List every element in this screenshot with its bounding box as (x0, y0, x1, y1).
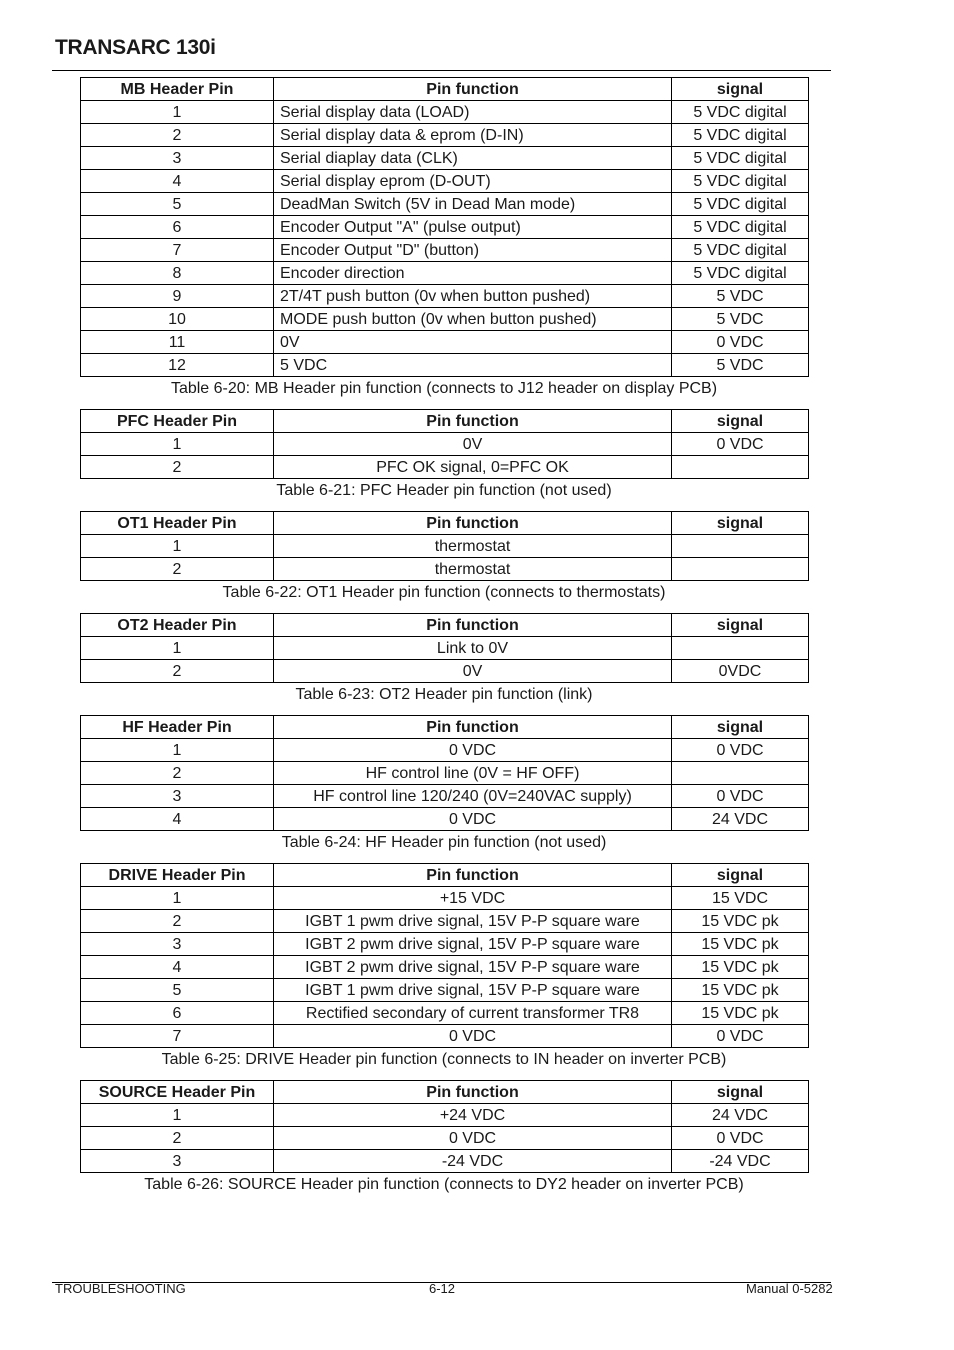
pin-function-cell: Serial display eprom (D-OUT) (274, 170, 672, 193)
pin-tables-container (80, 77, 808, 1205)
pin-number-cell: 12 (81, 354, 274, 377)
pin-table (80, 77, 809, 377)
signal-column: signal (672, 410, 809, 433)
pin-function-cell: HF control line (0V = HF OFF) (274, 762, 672, 785)
pin-function-cell: 0 VDC (274, 1127, 672, 1150)
table-row (81, 331, 809, 354)
pin-number-cell: 6 (81, 1002, 274, 1025)
table-row (81, 808, 809, 831)
signal-cell: 5 VDC digital (672, 239, 809, 262)
pin-table (80, 511, 809, 581)
pin-number-cell: 1 (81, 535, 274, 558)
header-pin-column: OT1 Header Pin (81, 512, 274, 535)
table-caption: Table 6-22: OT1 Header pin function (connects to thermostats) (222, 584, 666, 601)
signal-cell (672, 762, 809, 785)
signal-column: signal (672, 716, 809, 739)
pin-table (80, 863, 809, 1048)
signal-cell: 15 VDC pk (672, 933, 809, 956)
signal-column: signal (672, 78, 809, 101)
signal-cell: -24 VDC (672, 1150, 809, 1173)
table-caption: Table 6-25: DRIVE Header pin function (connects to IN header on inverter PCB) (161, 1051, 727, 1068)
table-row (81, 456, 809, 479)
table-header-row (81, 614, 809, 637)
pin-number-cell: 1 (81, 739, 274, 762)
signal-column: signal (672, 512, 809, 535)
table-header-row (81, 78, 809, 101)
pin-function-cell: 2T/4T push button (0v when button pushed) (274, 285, 672, 308)
footer-page-number: 6-12 (429, 1281, 456, 1296)
table-caption: Table 6-26: SOURCE Header pin function (connects to DY2 header on inverter PCB) (144, 1176, 744, 1193)
signal-cell: 15 VDC pk (672, 910, 809, 933)
pin-number-cell: 11 (81, 331, 274, 354)
pin-function-cell: Link to 0V (274, 637, 672, 660)
pin-number-cell: 3 (81, 785, 274, 808)
pin-number-cell: 10 (81, 308, 274, 331)
pin-function-cell: Encoder direction (274, 262, 672, 285)
signal-cell: 15 VDC pk (672, 979, 809, 1002)
header-pin-column: MB Header Pin (81, 78, 274, 101)
pin-function-cell: 0V (274, 331, 672, 354)
signal-column: signal (672, 1081, 809, 1104)
pin-function-cell: 0 VDC (274, 739, 672, 762)
signal-cell: 5 VDC (672, 285, 809, 308)
table-row (81, 193, 809, 216)
signal-cell: 0VDC (672, 660, 809, 683)
pin-function-cell: Serial display data & eprom (D-IN) (274, 124, 672, 147)
pin-function-cell: Serial display data (LOAD) (274, 101, 672, 124)
pin-number-cell: 6 (81, 216, 274, 239)
table-row (81, 933, 809, 956)
table-row (81, 239, 809, 262)
header-pin-column: SOURCE Header Pin (81, 1081, 274, 1104)
table-row (81, 637, 809, 660)
pin-function-cell: IGBT 1 pwm drive signal, 15V P-P square ware (274, 979, 672, 1002)
pin-number-cell: 5 (81, 193, 274, 216)
table-row (81, 285, 809, 308)
pin-function-cell: -24 VDC (274, 1150, 672, 1173)
pin-function-cell: IGBT 1 pwm drive signal, 15V P-P square ware (274, 910, 672, 933)
table-row (81, 216, 809, 239)
pin-function-column: Pin function (274, 716, 672, 739)
table-header-row (81, 410, 809, 433)
signal-cell: 5 VDC digital (672, 193, 809, 216)
pin-function-cell: 0V (274, 433, 672, 456)
pin-function-cell: Encoder Output "A" (pulse output) (274, 216, 672, 239)
pin-number-cell: 7 (81, 1025, 274, 1048)
table-row (81, 262, 809, 285)
table-caption: Table 6-21: PFC Header pin function (not used) (276, 482, 612, 499)
table-row (81, 101, 809, 124)
signal-cell: 15 VDC pk (672, 956, 809, 979)
pin-function-column: Pin function (274, 78, 672, 101)
pin-number-cell: 3 (81, 147, 274, 170)
pin-function-cell: DeadMan Switch (5V in Dead Man mode) (274, 193, 672, 216)
pin-number-cell: 2 (81, 558, 274, 581)
header-pin-column: DRIVE Header Pin (81, 864, 274, 887)
table-row (81, 1150, 809, 1173)
pin-function-cell: IGBT 2 pwm drive signal, 15V P-P square ware (274, 933, 672, 956)
table-caption: Table 6-24: HF Header pin function (not used) (281, 834, 607, 851)
pin-function-column: Pin function (274, 410, 672, 433)
pin-function-cell: Rectified secondary of current transformer TR8 (274, 1002, 672, 1025)
pin-function-cell: HF control line 120/240 (0V=240VAC supply) (274, 785, 672, 808)
pin-function-cell: thermostat (274, 535, 672, 558)
signal-cell: 5 VDC digital (672, 124, 809, 147)
pin-function-cell: Encoder Output "D" (button) (274, 239, 672, 262)
pin-function-cell: MODE push button (0v when button pushed) (274, 308, 672, 331)
pin-number-cell: 2 (81, 910, 274, 933)
pin-function-cell: thermostat (274, 558, 672, 581)
signal-cell: 5 VDC digital (672, 216, 809, 239)
pin-function-column: Pin function (274, 614, 672, 637)
pin-number-cell: 4 (81, 956, 274, 979)
pin-number-cell: 2 (81, 1127, 274, 1150)
table-row (81, 308, 809, 331)
signal-cell: 24 VDC (672, 808, 809, 831)
table-row (81, 124, 809, 147)
table-header-row (81, 864, 809, 887)
footer-manual-number: Manual 0-5282 (746, 1281, 833, 1296)
table-header-row (81, 1081, 809, 1104)
pin-number-cell: 7 (81, 239, 274, 262)
pin-number-cell: 2 (81, 456, 274, 479)
footer-section-name: TROUBLESHOOTING (55, 1281, 186, 1296)
table-row (81, 979, 809, 1002)
pin-table (80, 409, 809, 479)
table-row (81, 433, 809, 456)
pin-table (80, 1080, 809, 1173)
pin-number-cell: 4 (81, 170, 274, 193)
signal-cell: 5 VDC digital (672, 262, 809, 285)
pin-number-cell: 2 (81, 660, 274, 683)
table-row (81, 785, 809, 808)
pin-function-column: Pin function (274, 512, 672, 535)
pin-table (80, 715, 809, 831)
table-row (81, 1127, 809, 1150)
pin-number-cell: 1 (81, 887, 274, 910)
table-header-row (81, 716, 809, 739)
table-row (81, 887, 809, 910)
pin-function-cell: +15 VDC (274, 887, 672, 910)
signal-cell: 5 VDC digital (672, 170, 809, 193)
table-header-row (81, 512, 809, 535)
pin-number-cell: 5 (81, 979, 274, 1002)
pin-function-cell: 5 VDC (274, 354, 672, 377)
signal-cell (672, 535, 809, 558)
signal-cell: 24 VDC (672, 1104, 809, 1127)
header-pin-column: HF Header Pin (81, 716, 274, 739)
pin-table (80, 613, 809, 683)
pin-function-column: Pin function (274, 864, 672, 887)
signal-cell: 0 VDC (672, 785, 809, 808)
pin-function-cell: 0 VDC (274, 1025, 672, 1048)
pin-number-cell: 1 (81, 637, 274, 660)
signal-cell (672, 637, 809, 660)
pin-number-cell: 3 (81, 1150, 274, 1173)
pin-number-cell: 9 (81, 285, 274, 308)
pin-function-cell: PFC OK signal, 0=PFC OK (274, 456, 672, 479)
pin-number-cell: 2 (81, 124, 274, 147)
table-row (81, 170, 809, 193)
page-title: TRANSARC 130i (55, 36, 216, 59)
signal-column: signal (672, 864, 809, 887)
pin-number-cell: 4 (81, 808, 274, 831)
table-row (81, 956, 809, 979)
table-row (81, 354, 809, 377)
signal-cell: 5 VDC (672, 354, 809, 377)
signal-cell: 15 VDC (672, 887, 809, 910)
table-row (81, 1002, 809, 1025)
signal-cell (672, 456, 809, 479)
signal-cell: 5 VDC (672, 308, 809, 331)
header-pin-column: PFC Header Pin (81, 410, 274, 433)
pin-number-cell: 3 (81, 933, 274, 956)
table-row (81, 1104, 809, 1127)
signal-cell: 5 VDC digital (672, 101, 809, 124)
pin-function-column: Pin function (274, 1081, 672, 1104)
header-pin-column: OT2 Header Pin (81, 614, 274, 637)
table-row (81, 147, 809, 170)
header-rule (52, 70, 831, 71)
signal-cell: 0 VDC (672, 739, 809, 762)
pin-number-cell: 1 (81, 1104, 274, 1127)
table-caption: Table 6-20: MB Header pin function (connects to J12 header on display PCB) (170, 380, 718, 397)
table-row (81, 1025, 809, 1048)
pin-function-cell: 0 VDC (274, 808, 672, 831)
pin-number-cell: 2 (81, 762, 274, 785)
pin-function-cell: IGBT 2 pwm drive signal, 15V P-P square ware (274, 956, 672, 979)
signal-cell: 0 VDC (672, 433, 809, 456)
pin-function-cell: +24 VDC (274, 1104, 672, 1127)
pin-number-cell: 8 (81, 262, 274, 285)
signal-cell: 15 VDC pk (672, 1002, 809, 1025)
table-caption: Table 6-23: OT2 Header pin function (link) (295, 686, 593, 703)
signal-cell (672, 558, 809, 581)
table-row (81, 535, 809, 558)
signal-cell: 5 VDC digital (672, 147, 809, 170)
table-row (81, 558, 809, 581)
pin-function-cell: 0V (274, 660, 672, 683)
signal-cell: 0 VDC (672, 1025, 809, 1048)
pin-number-cell: 1 (81, 433, 274, 456)
signal-column: signal (672, 614, 809, 637)
signal-cell: 0 VDC (672, 1127, 809, 1150)
signal-cell: 0 VDC (672, 331, 809, 354)
table-row (81, 910, 809, 933)
table-row (81, 739, 809, 762)
pin-function-cell: Serial diaplay data (CLK) (274, 147, 672, 170)
table-row (81, 660, 809, 683)
table-row (81, 762, 809, 785)
pin-number-cell: 1 (81, 101, 274, 124)
